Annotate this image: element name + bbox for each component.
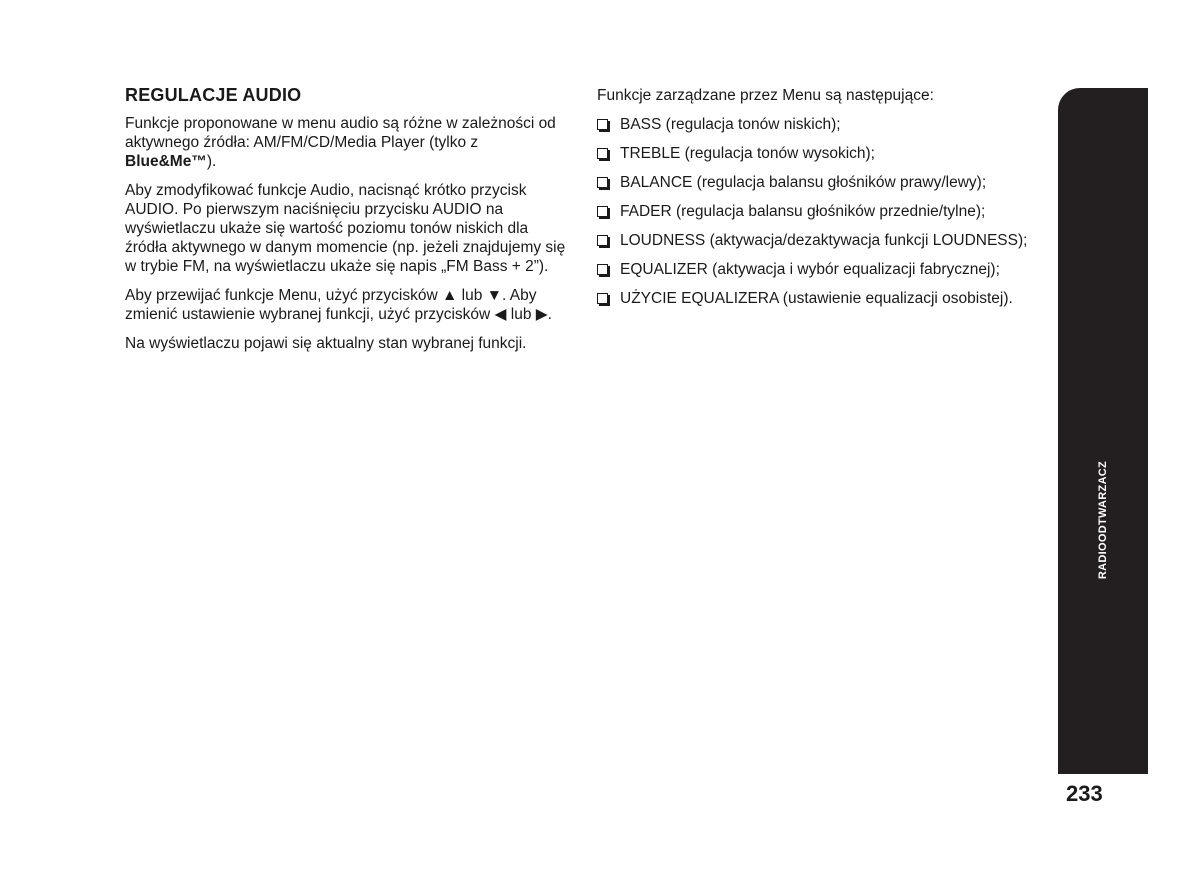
list-item-text: EQUALIZER (aktywacja i wybór equalizacji fabrycznej); — [620, 261, 1000, 278]
checkbox-bullet-icon — [597, 148, 608, 159]
chapter-label: RADIOODTWARZACZ — [1097, 460, 1109, 580]
section-title: REGULACJE AUDIO — [125, 85, 302, 105]
paragraph-audio-sources-end: ). — [206, 153, 217, 170]
paragraph-display-state: Na wyświetlaczu pojawi się aktualny stan wybranej funkcji. — [125, 335, 527, 352]
paragraph-menu-navigation: Aby przewijać funkcje Menu, użyć przycisków ▲ lub ▼. Aby zmienić ustawienie wybranej funkcji, użyć przycisków ◀ lub ▶. — [125, 287, 552, 323]
list-item — [597, 144, 1047, 163]
list-item — [597, 289, 1047, 308]
chapter-side-tab — [1058, 88, 1148, 774]
list-item — [597, 231, 1047, 250]
paragraph-audio-sources-text: Funkcje proponowane w menu audio są różne w zależności od aktywnego źródła: AM/FM/CD/Media Player (tylko z — [125, 115, 556, 151]
checkbox-bullet-icon — [597, 264, 608, 275]
checkbox-bullet-icon — [597, 119, 608, 130]
list-item-text: TREBLE (regulacja tonów wysokich); — [620, 145, 875, 162]
list-item-text: FADER (regulacja balansu głośników przednie/tylne); — [620, 203, 986, 220]
menu-functions-list — [597, 115, 1047, 308]
checkbox-bullet-icon — [597, 235, 608, 246]
checkbox-bullet-icon — [597, 206, 608, 217]
blue-and-me-brand: Blue&Me™ — [125, 153, 207, 170]
left-column — [125, 84, 570, 363]
list-item — [597, 115, 1047, 134]
list-item — [597, 202, 1047, 221]
right-column — [597, 86, 1047, 318]
list-item-text: BALANCE (regulacja balansu głośników prawy/lewy); — [620, 174, 987, 191]
page-number: 233 — [1066, 781, 1103, 806]
list-item-text: BASS (regulacja tonów niskich); — [620, 116, 841, 133]
list-item — [597, 260, 1047, 279]
checkbox-bullet-icon — [597, 177, 608, 188]
list-item — [597, 173, 1047, 192]
checkbox-bullet-icon — [597, 293, 608, 304]
paragraph-audio-sources — [125, 114, 570, 171]
list-item-text: LOUDNESS (aktywacja/dezaktywacja funkcji LOUDNESS); — [620, 232, 1028, 249]
menu-functions-intro: Funkcje zarządzane przez Menu są następujące: — [597, 87, 934, 104]
list-item-text: UŻYCIE EQUALIZERA (ustawienie equalizacji osobistej). — [620, 290, 1013, 307]
paragraph-audio-button: Aby zmodyfikować funkcje Audio, nacisnąć krótko przycisk AUDIO. Po pierwszym naciśnięciu przycisku AUDIO na wyświetlaczu ukaże się wartość poziomu tonów niskich dla źródła aktywnego w danym momencie (np. jeżeli znajdujemy się w trybie FM, na wyświetlaczu ukaże się napis „FM Bass + 2”). — [125, 182, 566, 275]
